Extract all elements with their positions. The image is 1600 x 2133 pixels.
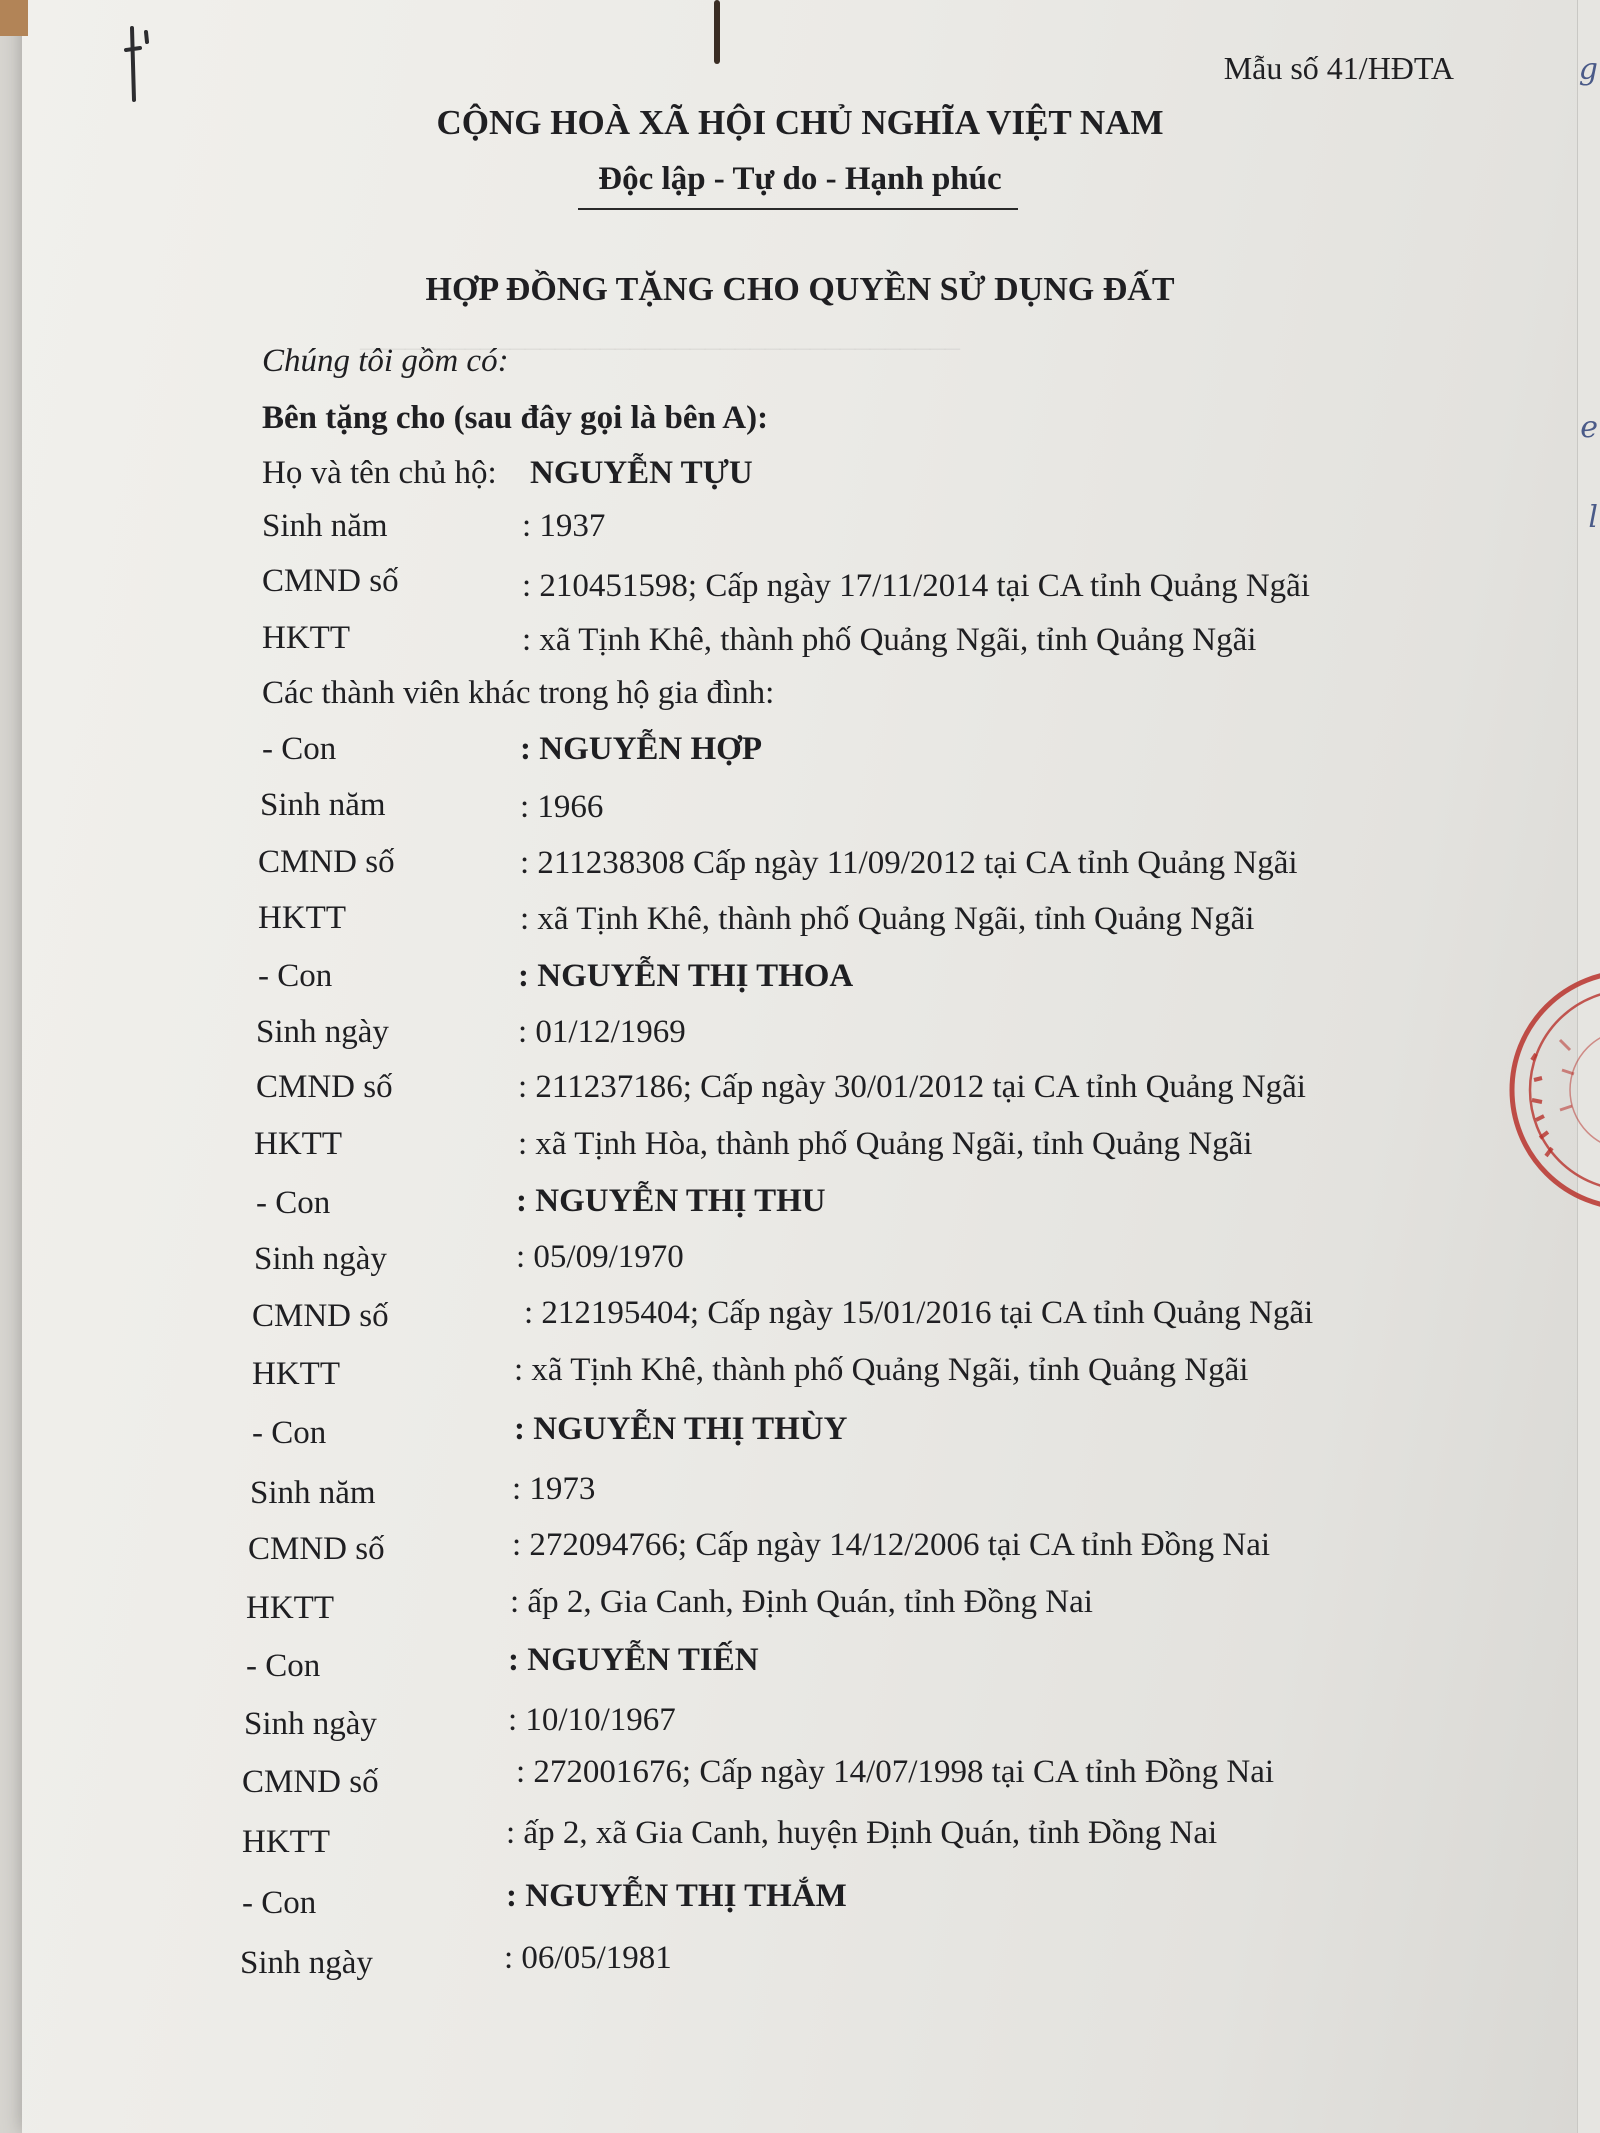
bleed-through-text: ________________________________________ [360,320,960,353]
member-id: : 212195404; Cấp ngày 15/01/2016 tại CA tỉnh Quảng Ngãi [524,1295,1314,1331]
member-name: : NGUYỄN THỊ THẮM [506,1878,847,1914]
member-residence-label: HKTT [252,1356,340,1392]
owner-name: NGUYỄN TỰU [530,455,753,491]
member-name: : NGUYỄN TIẾN [508,1642,759,1678]
desk-background [0,0,28,36]
member-birth: : 01/12/1969 [518,1014,686,1050]
members-heading: Các thành viên khác trong hộ gia đình: [262,675,775,711]
member-residence: : ấp 2, Gia Canh, Định Quán, tỉnh Đồng Nai [510,1584,1093,1620]
party-a-heading: Bên tặng cho (sau đây gọi là bên A): [262,400,769,436]
member-birth: : 06/05/1981 [504,1940,672,1976]
member-birth-label: Sinh ngày [240,1945,373,1981]
member-relation: - Con [252,1415,327,1451]
member-birth-label: Sinh ngày [254,1241,387,1277]
member-birth: : 1966 [520,789,604,825]
member-residence: : xã Tịnh Khê, thành phố Quảng Ngãi, tỉnh Quảng Ngãi [514,1352,1249,1388]
handwriting-mark: e [1580,410,1598,445]
form-number: Mẫu số 41/HĐTA [1223,50,1454,86]
member-relation: - Con [262,731,337,767]
member-birth-label: Sinh năm [250,1475,376,1511]
member-id: : 272001676; Cấp ngày 14/07/1998 tại CA tỉnh Đồng Nai [516,1754,1275,1790]
member-id-label: CMND số [252,1298,389,1334]
member-id: : 272094766; Cấp ngày 14/12/2006 tại CA tỉnh Đồng Nai [512,1527,1271,1563]
owner-id: : 210451598; Cấp ngày 17/11/2014 tại CA tỉnh Quảng Ngãi [522,568,1310,604]
member-birth: : 1973 [512,1471,596,1507]
member-residence-label: HKTT [242,1824,330,1860]
owner-residence-label: HKTT [262,620,350,656]
ink-stroke [714,0,720,64]
motto: Độc lập - Tự do - Hạnh phúc [598,161,1002,197]
member-birth: : 05/09/1970 [516,1239,684,1275]
member-name: : NGUYỄN THỊ THOA [518,958,854,994]
owner-birth: : 1937 [522,508,606,544]
member-id-label: CMND số [256,1069,393,1105]
member-relation: - Con [256,1185,331,1221]
member-residence-label: HKTT [246,1590,334,1626]
member-name: : NGUYỄN THỊ THÙY [514,1411,848,1447]
owner-residence: : xã Tịnh Khê, thành phố Quảng Ngãi, tỉnh Quảng Ngãi [522,622,1257,658]
document-title: HỢP ĐỒNG TẶNG CHO QUYỀN SỬ DỤNG ĐẤT [425,271,1175,308]
intro-text: Chúng tôi gồm có: [262,343,509,379]
member-id: : 211238308 Cấp ngày 11/09/2012 tại CA tỉnh Quảng Ngãi [520,845,1298,881]
member-relation: - Con [246,1648,321,1684]
member-residence-label: HKTT [258,900,346,936]
owner-name-label: Họ và tên chủ hộ: [262,455,497,491]
member-birth-label: Sinh ngày [244,1706,377,1742]
member-name: : NGUYỄN THỊ THU [516,1183,826,1219]
member-birth-label: Sinh ngày [256,1014,389,1050]
member-relation: - Con [258,958,333,994]
nation-heading: CỘNG HOÀ XÃ HỘI CHỦ NGHĨA VIỆT NAM [436,103,1164,142]
member-residence: : xã Tịnh Khê, thành phố Quảng Ngãi, tỉnh Quảng Ngãi [520,901,1255,937]
owner-birth-label: Sinh năm [262,508,388,544]
handwriting-mark: g [1578,52,1598,87]
member-id: : 211237186; Cấp ngày 30/01/2012 tại CA tỉnh Quảng Ngãi [518,1069,1306,1105]
handwriting-mark: l [1588,500,1598,535]
member-id-label: CMND số [242,1764,379,1800]
official-seal-stamp [1490,970,1600,1210]
member-residence-label: HKTT [254,1126,342,1162]
motto-underline [578,208,1018,210]
member-birth-label: Sinh năm [260,787,386,823]
handwritten-mark [120,20,160,110]
member-residence: : ấp 2, xã Gia Canh, huyện Định Quán, tỉnh Đồng Nai [506,1815,1218,1851]
member-id-label: CMND số [248,1531,385,1567]
member-relation: - Con [242,1885,317,1921]
member-birth: : 10/10/1967 [508,1702,676,1738]
owner-id-label: CMND số [262,563,399,599]
member-id-label: CMND số [258,844,395,880]
member-residence: : xã Tịnh Hòa, thành phố Quảng Ngãi, tỉnh Quảng Ngãi [518,1126,1253,1162]
member-name: : NGUYỄN HỢP [520,731,762,767]
